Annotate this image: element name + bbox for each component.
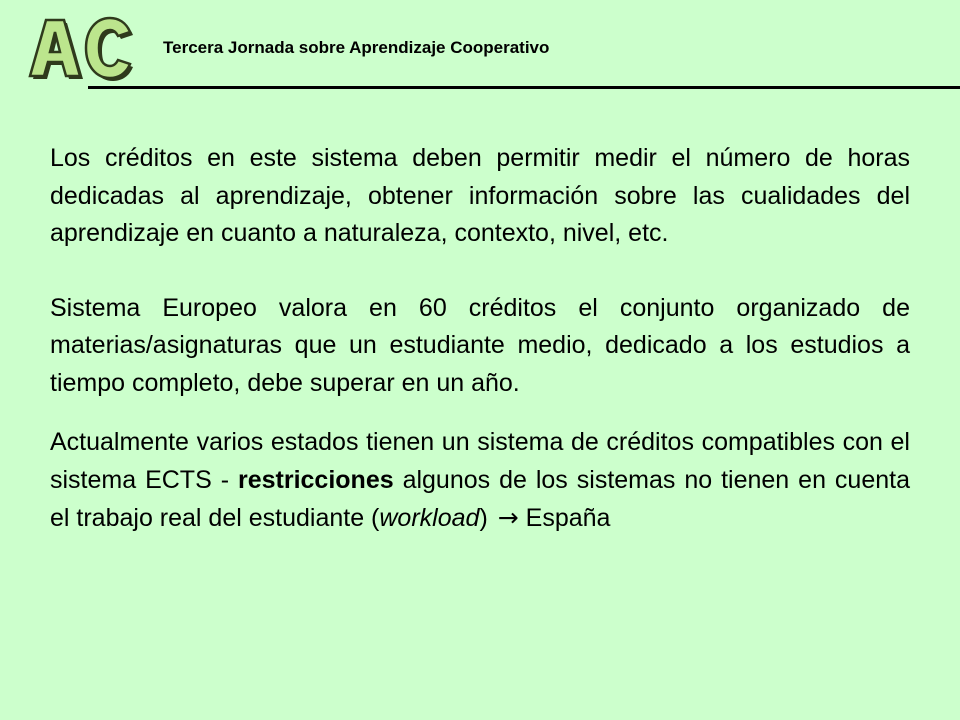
spain-label: España (518, 504, 611, 532)
p3-text-close: ) (479, 504, 488, 532)
paragraph-european-system: Sistema Europeo valora en 60 créditos el conjunto organizado de materias/asignaturas que un estudiante medio, dedicado a los estudios a tiempo completo, debe superar en un año. (50, 293, 910, 397)
restrictions-bold: restricciones (237, 465, 394, 494)
header-divider (88, 86, 960, 89)
p3-text-start: Actualmente varios estados tienen un sistema de créditos compatibles con el sistema ECTS - (50, 428, 910, 494)
paragraph-ects-restrictions (50, 424, 910, 538)
p3-text-middle: algunos de los sistemas no tienen en cuenta el trabajo real del estudiante ( (50, 465, 910, 532)
ac-logo (26, 8, 136, 86)
logo-letter-a (30, 20, 83, 79)
workload-italic: workload (379, 504, 480, 532)
paragraph-credits-purpose: Los créditos en este sistema deben permitir medir el número de horas dedicadas al aprendizaje, obtener información sobre las cualidades del aprendizaje en cuanto a naturaleza, contexto, nivel, etc. (50, 144, 910, 247)
logo-letter-c (86, 18, 133, 81)
ac-logo-graphic (26, 8, 136, 86)
header-title: Tercera Jornada sobre Aprendizaje Cooperativo (163, 38, 550, 57)
arrow-right-icon: → (497, 503, 519, 532)
slide-content (50, 140, 910, 538)
